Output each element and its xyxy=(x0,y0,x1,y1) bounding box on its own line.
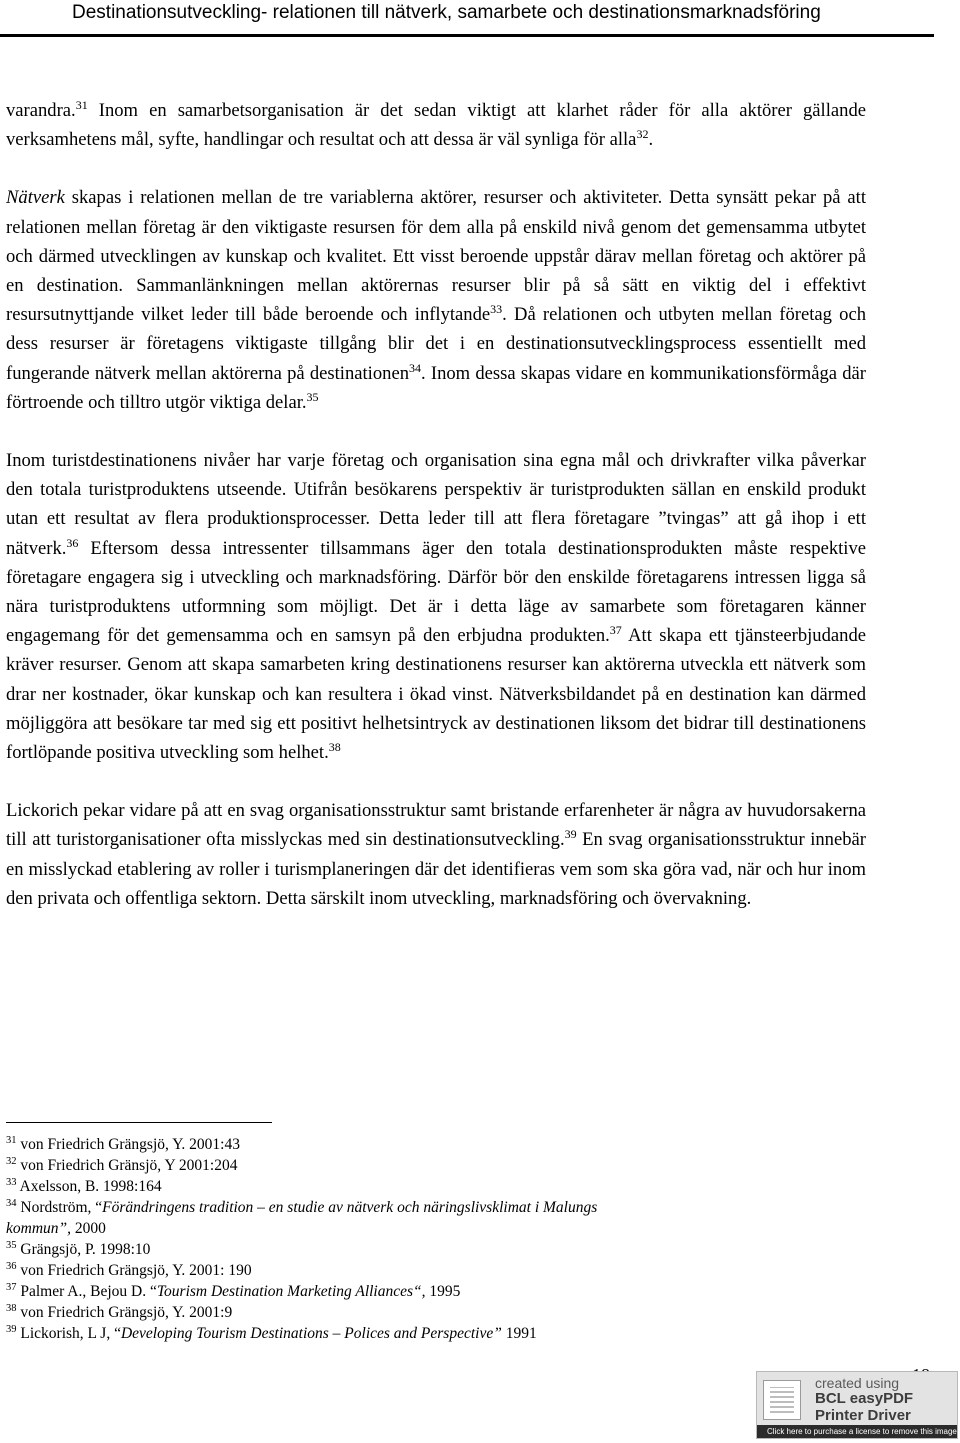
footnote-ref-33: 33 xyxy=(490,302,503,317)
footnote-ref-31: 31 xyxy=(75,98,88,112)
paragraph-1: varandra.$^{31}$ Inom en samarbetsorganisation är det sedan viktigt att klarhet råder för alla aktörer gällande verksamhetens mål, syfte, handlingar och resultat och att dessa är väl synliga för alla$^{32}$. xyxy=(6,98,866,151)
paragraph-2: Nätverk skapas i relationen mellan de tre variablerna aktörer, resurser och aktiviteter. Detta synsätt pekar på att relationen mellan företag är den viktigaste resursen för dem alla på enskild nivå genom det gemensamma utbytet och därmed utvecklingen av kunskap och kvalitet. Ett visst beroende uppstår därav mellan företag och aktörer på en destination. Sammanlänkningen mellan aktörernas resurser blir på så sätt en viktig del i effektivt resursutnyttjande vilket leder till både beroende och inflytande$^{33}$. Då relationen och utbyten mellan företag och dess resurser är företagens viktigaste tillgång blir det i en destinationsutvecklingsprocess essentiellt med fungerande nätverk mellan aktörerna på destinationen$^{34}$. Inom dessa skapas vidare en kommunikationsförmåga där förtroende och tilltro utgör viktiga delar.$^{35}$ xyxy=(6,187,866,413)
footnote-39: $^{39}$ Lickorish, L J, “Developing Tourism Destinations – Polices and Perspective” 1991 xyxy=(6,1324,537,1342)
footnote-36: $^{36}$ von Friedrich Grängsjö, Y. 2001: 190 xyxy=(6,1261,252,1279)
watermark-purchase-link[interactable]: Click here to purchase a license to remove this image xyxy=(757,1425,957,1438)
footnote-ref-37: 37 xyxy=(609,623,622,638)
page-header xyxy=(0,0,934,37)
footnote-33: $^{33}$ Axelsson, B. 1998:164 xyxy=(6,1177,162,1195)
watermark-line-1: created using xyxy=(815,1375,900,1391)
paragraph-3: Inom turistdestinationens nivåer har varje företag och organisation sina egna mål och drivkrafter vilka påverkar den totala turistproduktens utseende. Utifrån besökarens perspektiv är turistprodukten sällan en enskild produkt utan ett resultat av flera produktionsprocesser. Detta leder till att flera företagare ”tvingas” att gå ihop i ett nätverk.$^{36}$ Eftersom dessa intressenter tillsammans äger den totala destinationsprodukten måste respektive företagare engagera sig i utveckling och marknadsföring. Därför bör den enskilde företagarens intressen ligga så nära turistproduktens utformning som möjligt. Det är i detta läge av samarbete som företagaren känner engagemang för det gemensamma och en samsyn på den erbjudna produkten.$^{37}$ Att skapa ett tjänsteerbjudande kräver resurser. Genom att skapa samarbeten kring destinationens resurser kan aktörerna utveckla ett nätverk som drar ner kostnader, ökar kunskap och kan resultera i ökad vinst. Nätverksbildandet på en destination kan därmed möjliggöra att besökare tar med sig ett positivt helhetsintryck av destinationen liksom det bidrar till destinationens fortlöpande positiva utveckling som helhet.$^{38}$ xyxy=(6,450,867,764)
paragraph-4: Lickorich pekar vidare på att en svag organisationsstruktur samt bristande erfarenheter är några av huvudorsakerna till att turistorganisationer ofta misslyckas med sin destinationsutveckling.$^{39}$ En svag organisationsstruktur innebär en misslyckad etablering av roller i turismplaneringen där det identifieras vem som ska göra vad, när och hur inom den privata och offentliga sektorn. Detta särskilt inom utveckling, marknadsföring och övervakning. xyxy=(6,800,866,909)
footnote-32: $^{32}$ von Friedrich Gränsjö, Y 2001:204 xyxy=(6,1156,238,1174)
footnote-37: $^{37}$ Palmer A., Bejou D. “Tourism Destination Marketing Alliances“, 1995 xyxy=(6,1282,461,1300)
footnote-ref-36: 36 xyxy=(66,535,79,550)
footnotes xyxy=(6,1134,706,1344)
footnote-ref-34: 34 xyxy=(409,360,421,375)
watermark-line-2: BCL easyPDF xyxy=(815,1390,914,1407)
footnote-separator xyxy=(6,1122,272,1123)
footnote-31: $^{31}$ von Friedrich Grängsjö, Y. 2001:43 xyxy=(6,1135,240,1153)
footnote-ref-32: 32 xyxy=(636,127,649,142)
footnote-35: $^{35}$ Grängsjö, P. 1998:10 xyxy=(6,1240,151,1258)
term-natverk: Nätverk xyxy=(6,187,65,209)
header-title: Destinationsutveckling- relationen till nätverk, samarbete och destinationsmarknadsföring xyxy=(72,2,821,23)
watermark-badge[interactable] xyxy=(756,1371,958,1439)
footnote-ref-38: 38 xyxy=(328,740,341,755)
footnote-ref-35: 35 xyxy=(306,389,319,404)
footnote-34: $^{34}$ Nordström, “Förändringens tradition – en studie av nätverk och näringslivsklimat i Malungs kommun”, 2000 xyxy=(6,1198,598,1237)
body-text xyxy=(6,96,866,913)
printer-document-icon xyxy=(763,1380,801,1420)
footnote-ref-39: 39 xyxy=(564,827,577,842)
footnote-38: $^{38}$ von Friedrich Grängsjö, Y. 2001:9 xyxy=(6,1303,233,1321)
watermark-line-3: Printer Driver xyxy=(815,1407,911,1424)
